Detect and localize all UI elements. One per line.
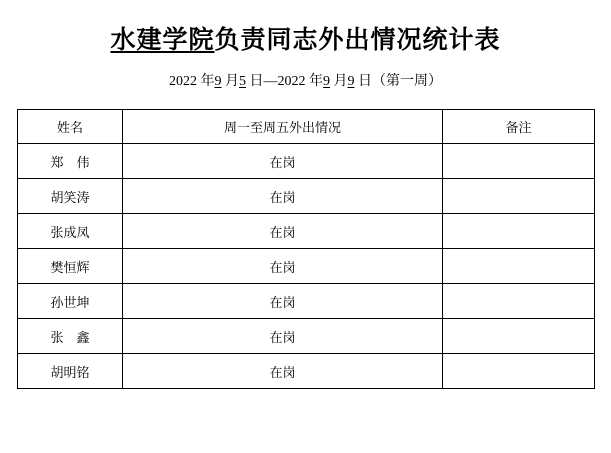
cell-remark — [443, 284, 595, 319]
cell-remark — [443, 319, 595, 354]
end-day: 9 — [347, 74, 355, 89]
cell-name: 孙世坤 — [18, 284, 123, 319]
column-header-status: 周一至周五外出情况 — [123, 110, 443, 144]
cell-remark — [443, 354, 595, 389]
table-row — [18, 179, 595, 214]
table-row — [18, 144, 595, 179]
cell-remark — [443, 144, 595, 179]
attendance-table-container — [17, 109, 594, 389]
cell-remark — [443, 179, 595, 214]
cell-status: 在岗 — [123, 179, 443, 214]
date-range-line — [169, 73, 442, 91]
cell-name: 胡笑涛 — [18, 179, 123, 214]
cell-name: 张 鑫 — [18, 319, 123, 354]
date-middle: 日—2022 年 — [246, 74, 323, 89]
page-title-rest: 负责同志外出情况统计表 — [214, 27, 501, 54]
cell-remark — [443, 249, 595, 284]
month-label-1: 月 — [221, 74, 239, 89]
subtitle-container — [0, 72, 611, 91]
table-header-row — [18, 110, 595, 144]
date-prefix: 2022 年 — [169, 74, 215, 89]
start-day: 5 — [239, 74, 246, 89]
cell-remark — [443, 214, 595, 249]
table-row — [18, 319, 595, 354]
column-header-name: 姓名 — [18, 110, 123, 144]
start-month: 9 — [214, 74, 222, 89]
cell-status: 在岗 — [123, 144, 443, 179]
date-suffix-week: 日（第一周） — [354, 74, 442, 89]
cell-name: 樊恒辉 — [18, 249, 123, 284]
page-title-org: 水建学院 — [110, 27, 215, 54]
cell-status: 在岗 — [123, 319, 443, 354]
cell-name: 张成凤 — [18, 214, 123, 249]
month-label-2: 月 — [330, 74, 348, 89]
page-title — [110, 26, 500, 56]
cell-status: 在岗 — [123, 214, 443, 249]
title-container — [0, 0, 611, 56]
table-row — [18, 214, 595, 249]
table-row — [18, 284, 595, 319]
attendance-table — [17, 109, 595, 389]
table-row — [18, 249, 595, 284]
end-month: 9 — [323, 74, 330, 89]
cell-status: 在岗 — [123, 354, 443, 389]
cell-status: 在岗 — [123, 249, 443, 284]
cell-name: 胡明铭 — [18, 354, 123, 389]
table-row — [18, 354, 595, 389]
column-header-remark: 备注 — [443, 110, 595, 144]
cell-status: 在岗 — [123, 284, 443, 319]
cell-name: 郑 伟 — [18, 144, 123, 179]
